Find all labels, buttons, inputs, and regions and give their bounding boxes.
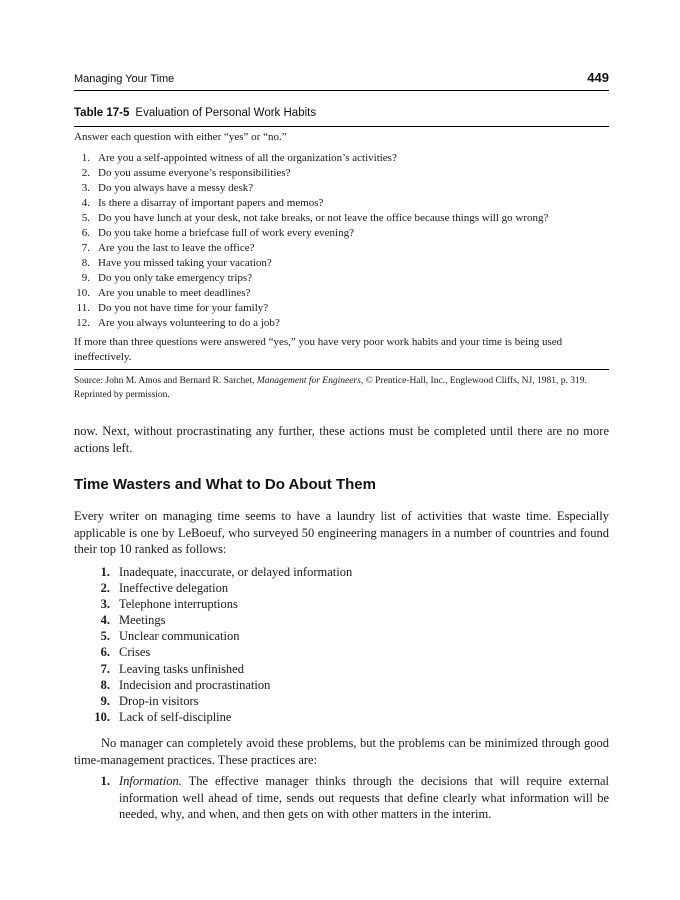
running-title: Managing Your Time (74, 73, 175, 85)
question-item (74, 181, 609, 196)
practice-text (119, 773, 609, 823)
question-item-text: Have you missed taking your vacation? (98, 257, 272, 269)
time-waster-item-text: Ineffective delegation (119, 581, 229, 596)
question-item-number: 6. (81, 227, 90, 239)
table-title: Evaluation of Personal Work Habits (135, 107, 317, 119)
question-item-text: Are you always volunteering to do a job? (98, 317, 280, 329)
time-waster-item-number: 5. (100, 629, 110, 644)
question-item-text: Do you take home a briefcase full of work every evening? (98, 227, 354, 239)
time-waster-item-text: Crises (119, 645, 151, 660)
question-item (74, 241, 609, 256)
table-source (74, 374, 609, 402)
question-item-number: 2. (81, 167, 90, 179)
time-waster-item-number: 6. (100, 645, 110, 660)
question-item-text: Do you assume everyone’s responsibilities? (98, 167, 291, 179)
question-item (74, 151, 609, 166)
time-waster-item-text: Unclear communication (119, 629, 240, 644)
source-book-title: Management for Engineers (256, 376, 361, 386)
time-waster-item-text: Meetings (119, 613, 166, 628)
question-item-number: 7. (81, 242, 90, 254)
time-waster-item-number: 9. (100, 693, 110, 708)
practice-item (74, 773, 609, 823)
practice-number: 1. (100, 774, 110, 788)
time-waster-item (74, 709, 352, 725)
time-waster-item (74, 677, 352, 693)
question-item (74, 316, 609, 331)
paragraph-continuation: now. Next, without procrastinating any further, these actions must be completed until there are no more actions left. (74, 424, 609, 455)
question-item-number: 1. (81, 152, 90, 164)
question-item-number: 10. (76, 287, 90, 299)
time-waster-item-number: 2. (100, 581, 110, 596)
time-waster-item-number: 3. (100, 597, 110, 612)
time-waster-item-text: Lack of self-discipline (119, 709, 232, 724)
question-item-number: 8. (81, 257, 90, 269)
running-head (74, 70, 609, 91)
question-item-number: 11. (76, 302, 90, 314)
question-item (74, 226, 609, 241)
table-caption (74, 107, 316, 119)
paragraph-intro-wasters: Every writer on managing time seems to have a laundry list of activities that waste time. Especially applicable is one by LeBoeuf, who surveyed 50 engineering managers in a number of countries and found their top 10 ranked as follows: (74, 509, 609, 556)
question-item-number: 5. (81, 212, 90, 224)
question-item-number: 9. (81, 272, 90, 284)
time-waster-item (74, 580, 352, 596)
question-item-text: Are you unable to meet deadlines? (98, 287, 251, 299)
time-waster-item-number: 1. (100, 565, 110, 579)
practice-term: Information. (119, 774, 182, 788)
time-waster-item-number: 8. (100, 677, 110, 692)
time-waster-item-number: 10. (94, 709, 110, 724)
time-waster-item-number: 4. (100, 613, 110, 628)
question-item (74, 166, 609, 181)
table-intro: Answer each question with either “yes” or “no.” (74, 131, 287, 143)
time-wasters-list (74, 564, 352, 725)
time-waster-item (74, 644, 352, 660)
time-waster-item (74, 661, 352, 677)
section-heading: Time Wasters and What to Do About Them (74, 476, 376, 493)
time-waster-item (74, 628, 352, 644)
question-item (74, 196, 609, 211)
question-item (74, 211, 609, 226)
source-prefix: Source: John M. Amos and Bernard R. Sarchet, (74, 376, 257, 386)
time-waster-item-text: Drop-in visitors (119, 693, 199, 708)
time-waster-item (74, 564, 352, 580)
time-waster-item-text: Telephone interruptions (119, 597, 238, 612)
time-waster-item-text: Leaving tasks unfinished (119, 661, 244, 676)
table-outro: If more than three questions were answered “yes,” you have very poor work habits and your time is being used ineffectively. (74, 336, 563, 363)
question-item-text: Do you always have a messy desk? (98, 182, 254, 194)
question-item (74, 256, 609, 271)
question-item (74, 271, 609, 286)
table-top-rule (74, 126, 609, 127)
time-waster-item (74, 612, 352, 628)
question-list (74, 151, 609, 331)
question-item-text: Do you only take emergency trips? (98, 272, 253, 284)
question-item-text: Are you the last to leave the office? (98, 242, 255, 254)
table-bottom-rule (74, 369, 609, 370)
question-item-text: Do you not have time for your family? (98, 302, 269, 314)
time-waster-item-text: Inadequate, inaccurate, or delayed information (119, 565, 353, 579)
time-waster-item (74, 596, 352, 612)
question-item-number: 12. (76, 317, 90, 329)
table-number: Table 17-5 (74, 107, 130, 119)
time-waster-item-number: 7. (100, 661, 110, 676)
question-item-text: Are you a self-appointed witness of all the organization’s activities? (98, 152, 397, 164)
question-item (74, 286, 609, 301)
question-item-text: Do you have lunch at your desk, not take breaks, or not leave the office because things will go wrong? (98, 212, 549, 224)
question-item (74, 301, 609, 316)
time-waster-item (74, 693, 352, 709)
question-item-number: 4. (81, 197, 90, 209)
time-waster-item-text: Indecision and procrastination (119, 677, 271, 692)
question-item-number: 3. (81, 182, 90, 194)
question-item-text: Is there a disarray of important papers and memos? (98, 197, 324, 209)
practice-description: The effective manager thinks through the decisions that will require external information well ahead of time, sends out requests that define clearly what information will be needed, why, and when, and then gets on with other matters in the interim. (119, 774, 609, 821)
page-number: 449 (587, 70, 609, 85)
paragraph-practices: No manager can completely avoid these problems, but the problems can be minimized through good time-management practices. These practices are: (74, 736, 609, 767)
source-suffix: , © Prentice-Hall, Inc., Englewood Cliffs, NJ, 1981, p. 319. Reprinted by permission. (74, 376, 587, 400)
